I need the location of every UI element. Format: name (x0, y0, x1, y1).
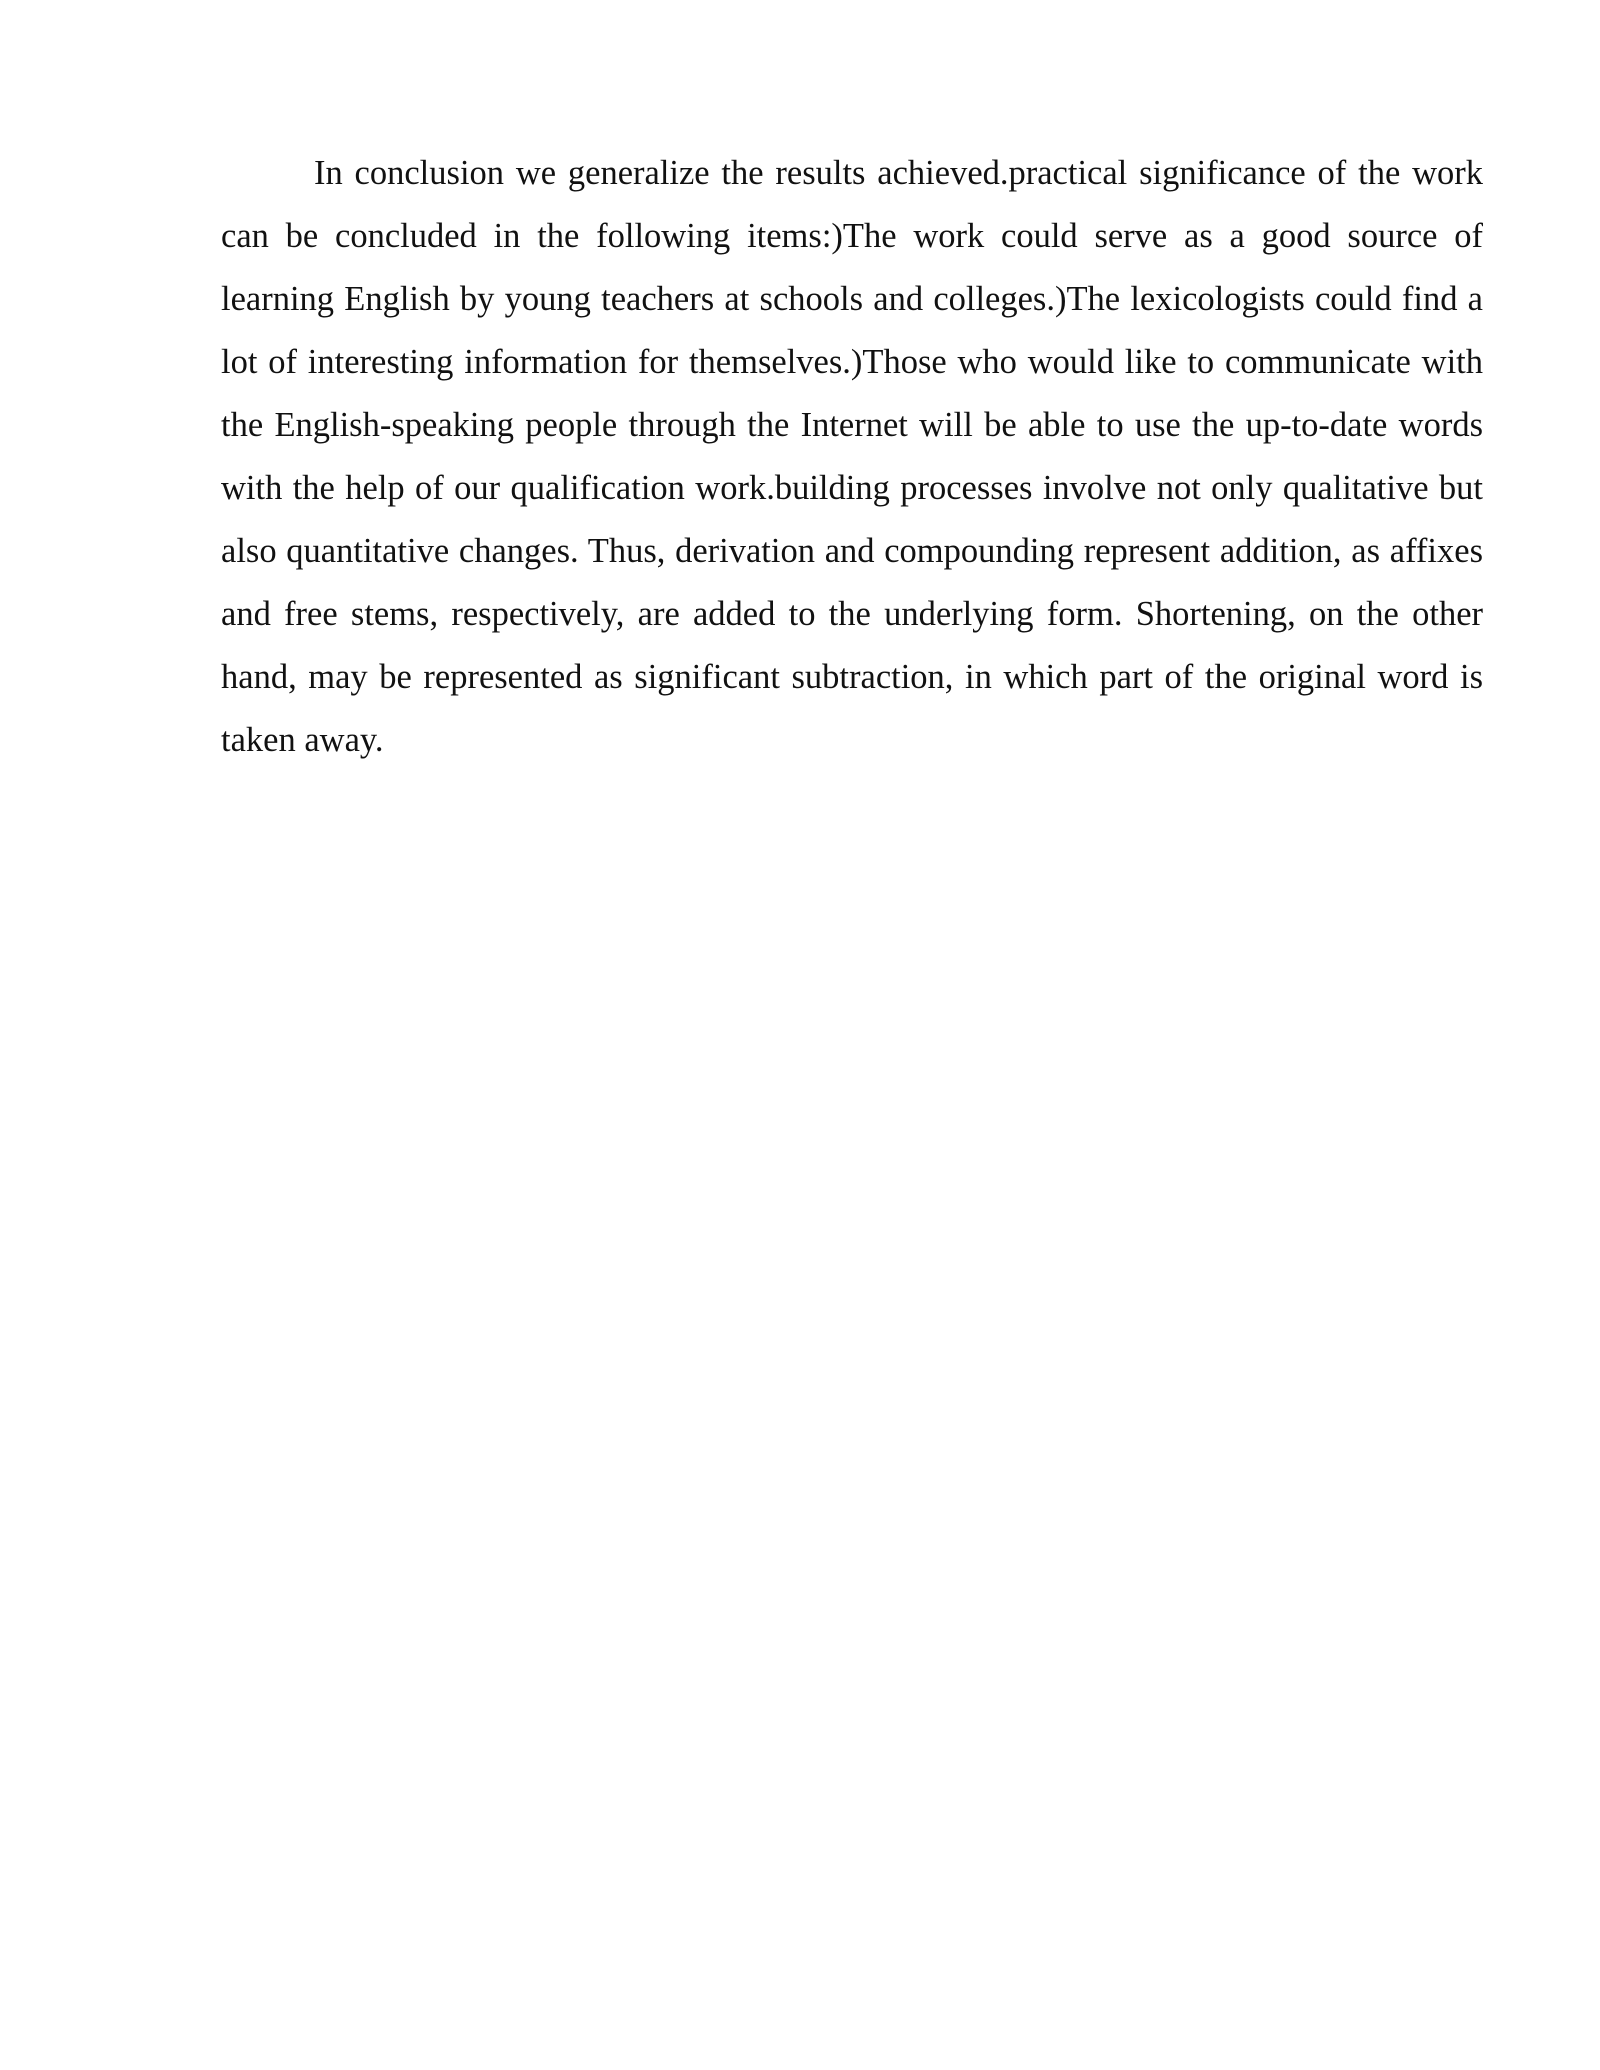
body-paragraph: In conclusion we generalize the results achieved.practical significance of the work can be concluded in the following items:)The work could serve as a good source of learning English by young teachers at schools and colleges.)The lexicologists could find a lot of interesting information for themselves.)Those who would like to communicate with the English-speaking people through the Internet will be able to use the up-to-date words with the help of our qualification work.building processes involve not only qualitative but also quantitative changes. Thus, derivation and compounding represent addition, as affixes and free stems, respectively, are added to the underlying form. Shortening, on the other hand, may be represented as significant subtraction, in which part of the original word is taken away. (221, 154, 1483, 759)
